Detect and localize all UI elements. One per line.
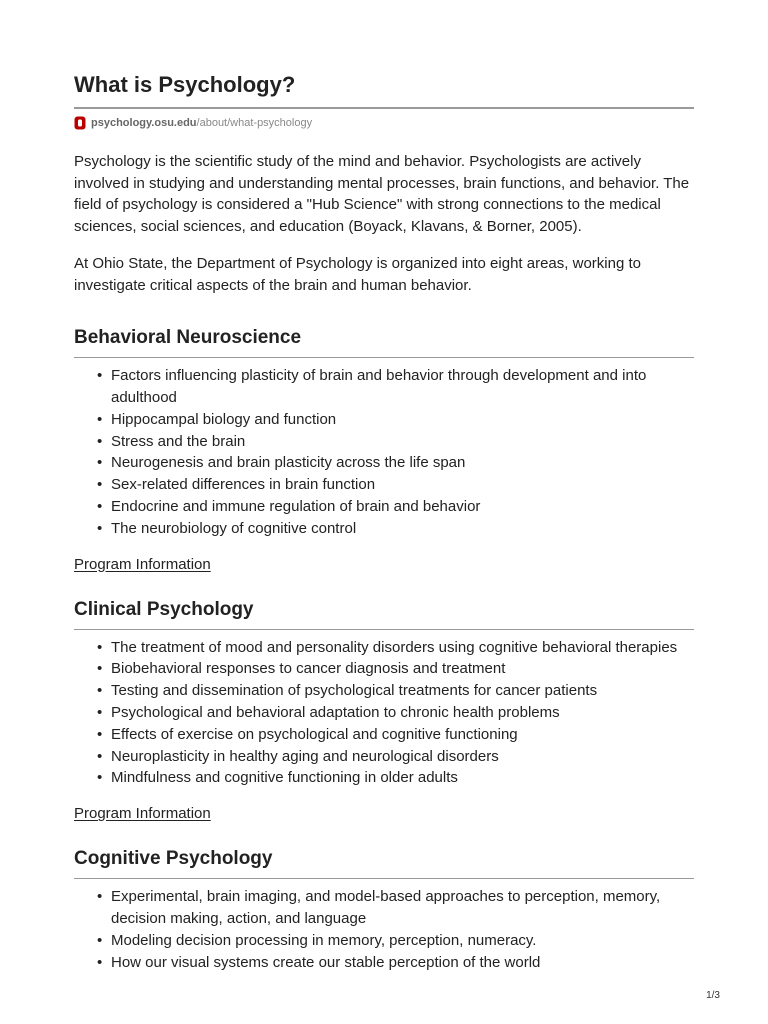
list-item-text: Biobehavioral responses to cancer diagnosis and treatment <box>111 660 506 678</box>
intro-paragraph: Psychology is the scientific study of the mind and behavior. Psychologists are actively involved in studying and understanding mental processes, brain functions, and behavior. The field of psychology is considered a "Hub Science" with strong connections to the medical sciences, social sciences, and education (Boyack, Klavans, & Borner, 2005). <box>74 153 690 236</box>
section-heading: Cognitive Psychology <box>74 848 273 870</box>
list-item-text: Effects of exercise on psychological and cognitive functioning <box>111 725 518 743</box>
bullet-icon: • <box>97 410 103 428</box>
areas-paragraph: At Ohio State, the Department of Psychology is organized into eight areas, working to investigate critical aspects of the brain and human behavior. <box>74 254 641 294</box>
list-item-text: The treatment of mood and personality disorders using cognitive behavioral therapies <box>111 638 678 656</box>
program-information-link[interactable]: Program Information <box>74 805 211 823</box>
bullet-icon: • <box>97 660 103 678</box>
bullet-icon: • <box>97 432 103 450</box>
list-item-text: The neurobiology of cognitive control <box>111 519 357 537</box>
list-item <box>74 496 694 518</box>
bullet-icon: • <box>97 682 103 700</box>
list-item-text: Neuroplasticity in healthy aging and neurological disorders <box>111 747 499 765</box>
bullet-icon: • <box>97 769 103 787</box>
list-item <box>74 746 694 768</box>
bullet-icon: • <box>97 747 103 765</box>
list-item <box>74 474 694 496</box>
topic-list <box>74 365 694 539</box>
bullet-icon: • <box>97 519 103 537</box>
list-item <box>74 952 694 974</box>
ohio-state-block-o-icon <box>74 116 86 130</box>
list-item-text: Factors influencing plasticity of brain and behavior through development and into adulthood <box>111 367 647 407</box>
section-heading: Behavioral Neuroscience <box>74 327 302 349</box>
bullet-icon: • <box>97 454 103 472</box>
list-item <box>74 431 694 453</box>
list-item <box>74 724 694 746</box>
source-domain-link[interactable]: psychology.osu.edu <box>91 117 197 129</box>
list-item-text: Hippocampal biology and function <box>111 410 337 428</box>
section-cognitive-psychology <box>74 847 694 973</box>
bullet-icon: • <box>97 476 103 494</box>
list-item <box>74 658 694 680</box>
list-item <box>74 365 694 409</box>
source-line <box>74 115 694 131</box>
section-divider <box>74 878 694 879</box>
section-behavioral-neuroscience <box>74 326 694 574</box>
list-item-text: Mindfulness and cognitive functioning in older adults <box>111 769 458 787</box>
bullet-icon: • <box>97 367 103 385</box>
section-divider <box>74 357 694 358</box>
list-item-text: Testing and dissemination of psychological treatments for cancer patients <box>111 682 598 700</box>
bullet-icon: • <box>97 725 103 743</box>
list-item-text: Sex-related differences in brain function <box>111 476 376 494</box>
page-number: 1/3 <box>706 990 720 1001</box>
section-heading: Clinical Psychology <box>74 598 254 620</box>
bullet-icon: • <box>97 703 103 721</box>
list-item-text: Endocrine and immune regulation of brain and behavior <box>111 498 481 515</box>
list-item-text: Modeling decision processing in memory, perception, numeracy. <box>111 931 537 949</box>
list-item-text: Neurogenesis and brain plasticity across the life span <box>111 454 466 472</box>
list-item <box>74 767 694 789</box>
list-item <box>74 452 694 474</box>
bullet-icon: • <box>97 498 103 515</box>
bullet-icon: • <box>97 931 103 949</box>
source-path-link[interactable]: /about/what-psychology <box>196 117 313 129</box>
list-item-text: How our visual systems create our stable perception of the world <box>111 953 541 971</box>
list-item-text: Stress and the brain <box>111 432 246 450</box>
list-item-text: Psychological and behavioral adaptation to chronic health problems <box>111 703 560 721</box>
list-item <box>74 886 694 930</box>
list-item <box>74 409 694 431</box>
list-item <box>74 702 694 724</box>
title-divider <box>74 107 694 109</box>
bullet-icon: • <box>97 953 103 971</box>
list-item-text: Experimental, brain imaging, and model-based approaches to perception, memory, decision making, action, and language <box>111 888 661 927</box>
document-page <box>74 0 694 973</box>
section-clinical-psychology <box>74 598 694 825</box>
list-item <box>74 637 694 659</box>
topic-list <box>74 886 694 973</box>
list-item <box>74 930 694 952</box>
list-item <box>74 680 694 702</box>
page-title: What is Psychology? <box>74 72 296 97</box>
topic-list <box>74 637 694 790</box>
program-information-link[interactable]: Program Information <box>74 555 211 573</box>
section-divider <box>74 629 694 630</box>
list-item <box>74 518 694 540</box>
bullet-icon: • <box>97 638 103 656</box>
bullet-icon: • <box>97 888 103 906</box>
